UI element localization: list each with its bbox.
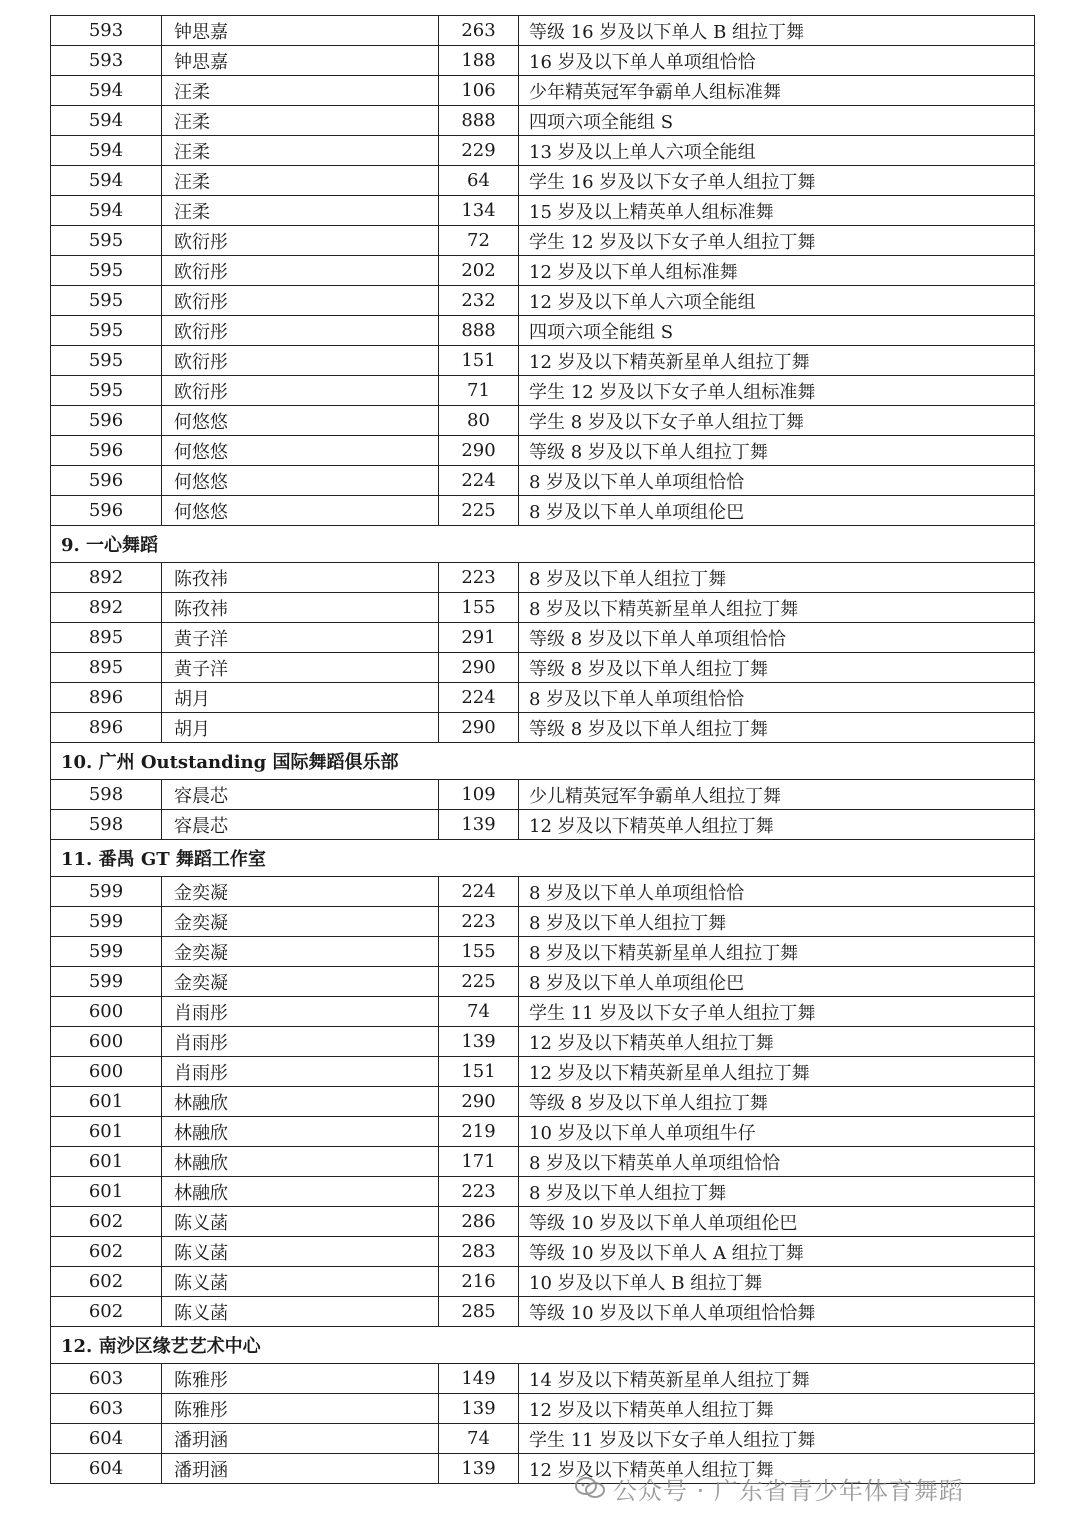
athlete-name: 钟思嘉 bbox=[162, 16, 439, 46]
event-code: 224 bbox=[439, 877, 519, 907]
athlete-name: 欧衍彤 bbox=[162, 286, 439, 316]
event-code: 72 bbox=[439, 226, 519, 256]
event-name: 四项六项全能组 S bbox=[519, 316, 1035, 346]
table-row bbox=[51, 937, 1035, 967]
event-name: 8 岁及以下单人组拉丁舞 bbox=[519, 1177, 1035, 1207]
table-row bbox=[51, 16, 1035, 46]
athlete-name: 容晨芯 bbox=[162, 780, 439, 810]
event-code: 224 bbox=[439, 466, 519, 496]
table-row bbox=[51, 436, 1035, 466]
event-name: 8 岁及以下单人组拉丁舞 bbox=[519, 907, 1035, 937]
event-code: 219 bbox=[439, 1117, 519, 1147]
athlete-name: 汪柔 bbox=[162, 166, 439, 196]
athlete-number: 603 bbox=[51, 1394, 162, 1424]
event-name: 8 岁及以下单人单项组伦巴 bbox=[519, 496, 1035, 526]
athlete-name: 何悠悠 bbox=[162, 466, 439, 496]
athlete-number: 600 bbox=[51, 1027, 162, 1057]
athlete-name: 金奕凝 bbox=[162, 877, 439, 907]
table-row bbox=[51, 226, 1035, 256]
athlete-number: 599 bbox=[51, 877, 162, 907]
athlete-number: 594 bbox=[51, 196, 162, 226]
event-name: 12 岁及以下精英单人组拉丁舞 bbox=[519, 1454, 1035, 1484]
table-row bbox=[51, 623, 1035, 653]
event-code: 151 bbox=[439, 346, 519, 376]
athlete-name: 黄子洋 bbox=[162, 653, 439, 683]
event-code: 106 bbox=[439, 76, 519, 106]
athlete-number: 601 bbox=[51, 1087, 162, 1117]
table-row bbox=[51, 1237, 1035, 1267]
event-code: 223 bbox=[439, 1177, 519, 1207]
event-code: 291 bbox=[439, 623, 519, 653]
event-code: 290 bbox=[439, 653, 519, 683]
event-code: 229 bbox=[439, 136, 519, 166]
athlete-name: 陈雅彤 bbox=[162, 1364, 439, 1394]
event-name: 12 岁及以下精英单人组拉丁舞 bbox=[519, 1394, 1035, 1424]
section-header bbox=[51, 1327, 1035, 1364]
event-code: 109 bbox=[439, 780, 519, 810]
event-name: 学生 12 岁及以下女子单人组拉丁舞 bbox=[519, 226, 1035, 256]
event-name: 等级 10 岁及以下单人 A 组拉丁舞 bbox=[519, 1237, 1035, 1267]
athlete-number: 598 bbox=[51, 810, 162, 840]
event-code: 149 bbox=[439, 1364, 519, 1394]
athlete-name: 黄子洋 bbox=[162, 623, 439, 653]
table-row bbox=[51, 1267, 1035, 1297]
table-row bbox=[51, 406, 1035, 436]
event-code: 283 bbox=[439, 1237, 519, 1267]
athlete-number: 596 bbox=[51, 406, 162, 436]
athlete-name: 何悠悠 bbox=[162, 496, 439, 526]
table-row bbox=[51, 106, 1035, 136]
section-header bbox=[51, 743, 1035, 780]
athlete-name: 汪柔 bbox=[162, 136, 439, 166]
event-name: 等级 10 岁及以下单人单项组伦巴 bbox=[519, 1207, 1035, 1237]
event-code: 74 bbox=[439, 1424, 519, 1454]
athlete-number: 604 bbox=[51, 1454, 162, 1484]
registration-table bbox=[50, 15, 1035, 1484]
event-code: 286 bbox=[439, 1207, 519, 1237]
table-row bbox=[51, 683, 1035, 713]
table-row bbox=[51, 256, 1035, 286]
event-code: 888 bbox=[439, 106, 519, 136]
event-name: 等级 8 岁及以下单人组拉丁舞 bbox=[519, 436, 1035, 466]
event-name: 学生 16 岁及以下女子单人组拉丁舞 bbox=[519, 166, 1035, 196]
event-name: 学生 12 岁及以下女子单人组标准舞 bbox=[519, 376, 1035, 406]
athlete-number: 600 bbox=[51, 1057, 162, 1087]
athlete-name: 陈义菡 bbox=[162, 1237, 439, 1267]
athlete-name: 陈孜祎 bbox=[162, 593, 439, 623]
section-title: 10. 广州 Outstanding 国际舞蹈俱乐部 bbox=[51, 743, 1035, 780]
event-name: 15 岁及以上精英单人组标准舞 bbox=[519, 196, 1035, 226]
table-row bbox=[51, 496, 1035, 526]
athlete-name: 肖雨彤 bbox=[162, 1027, 439, 1057]
athlete-name: 肖雨彤 bbox=[162, 997, 439, 1027]
table-row bbox=[51, 563, 1035, 593]
event-name: 13 岁及以上单人六项全能组 bbox=[519, 136, 1035, 166]
table-row bbox=[51, 1364, 1035, 1394]
athlete-name: 陈义菡 bbox=[162, 1207, 439, 1237]
athlete-number: 602 bbox=[51, 1297, 162, 1327]
athlete-name: 潘玥涵 bbox=[162, 1424, 439, 1454]
event-code: 290 bbox=[439, 713, 519, 743]
table-row bbox=[51, 136, 1035, 166]
athlete-number: 598 bbox=[51, 780, 162, 810]
event-name: 8 岁及以下单人单项组恰恰 bbox=[519, 683, 1035, 713]
athlete-number: 596 bbox=[51, 466, 162, 496]
event-name: 8 岁及以下精英新星单人组拉丁舞 bbox=[519, 593, 1035, 623]
event-name: 等级 8 岁及以下单人组拉丁舞 bbox=[519, 653, 1035, 683]
table-row bbox=[51, 907, 1035, 937]
athlete-number: 600 bbox=[51, 997, 162, 1027]
table-row bbox=[51, 1177, 1035, 1207]
athlete-name: 肖雨彤 bbox=[162, 1057, 439, 1087]
athlete-name: 潘玥涵 bbox=[162, 1454, 439, 1484]
table-row bbox=[51, 1297, 1035, 1327]
section-header bbox=[51, 840, 1035, 877]
event-name: 8 岁及以下单人单项组恰恰 bbox=[519, 877, 1035, 907]
table-row bbox=[51, 1207, 1035, 1237]
event-name: 四项六项全能组 S bbox=[519, 106, 1035, 136]
athlete-number: 595 bbox=[51, 376, 162, 406]
athlete-number: 594 bbox=[51, 166, 162, 196]
event-code: 285 bbox=[439, 1297, 519, 1327]
event-name: 8 岁及以下精英新星单人组拉丁舞 bbox=[519, 937, 1035, 967]
athlete-number: 596 bbox=[51, 436, 162, 466]
event-code: 888 bbox=[439, 316, 519, 346]
athlete-number: 599 bbox=[51, 967, 162, 997]
athlete-name: 陈义菡 bbox=[162, 1267, 439, 1297]
event-name: 8 岁及以下精英单人单项组恰恰 bbox=[519, 1147, 1035, 1177]
table-row bbox=[51, 713, 1035, 743]
table-row bbox=[51, 810, 1035, 840]
table-row bbox=[51, 1087, 1035, 1117]
athlete-number: 594 bbox=[51, 76, 162, 106]
event-code: 139 bbox=[439, 1454, 519, 1484]
athlete-name: 钟思嘉 bbox=[162, 46, 439, 76]
table-row bbox=[51, 967, 1035, 997]
event-code: 232 bbox=[439, 286, 519, 316]
event-code: 139 bbox=[439, 1027, 519, 1057]
event-name: 10 岁及以下单人单项组牛仔 bbox=[519, 1117, 1035, 1147]
athlete-name: 林融欣 bbox=[162, 1147, 439, 1177]
table-row bbox=[51, 166, 1035, 196]
athlete-number: 601 bbox=[51, 1117, 162, 1147]
athlete-name: 林融欣 bbox=[162, 1117, 439, 1147]
event-name: 少儿精英冠军争霸单人组拉丁舞 bbox=[519, 780, 1035, 810]
event-code: 290 bbox=[439, 1087, 519, 1117]
athlete-name: 金奕凝 bbox=[162, 937, 439, 967]
section-title: 12. 南沙区缘艺艺术中心 bbox=[51, 1327, 1035, 1364]
table-row bbox=[51, 1117, 1035, 1147]
event-code: 134 bbox=[439, 196, 519, 226]
event-code: 225 bbox=[439, 967, 519, 997]
event-code: 155 bbox=[439, 593, 519, 623]
event-code: 225 bbox=[439, 496, 519, 526]
athlete-name: 何悠悠 bbox=[162, 406, 439, 436]
event-code: 139 bbox=[439, 1394, 519, 1424]
athlete-number: 594 bbox=[51, 136, 162, 166]
table-row bbox=[51, 1454, 1035, 1484]
event-name: 12 岁及以下精英新星单人组拉丁舞 bbox=[519, 1057, 1035, 1087]
table-row bbox=[51, 46, 1035, 76]
table-row bbox=[51, 376, 1035, 406]
event-code: 202 bbox=[439, 256, 519, 286]
event-code: 74 bbox=[439, 997, 519, 1027]
athlete-number: 595 bbox=[51, 256, 162, 286]
athlete-name: 汪柔 bbox=[162, 76, 439, 106]
table-row bbox=[51, 1424, 1035, 1454]
table-row bbox=[51, 466, 1035, 496]
event-code: 139 bbox=[439, 810, 519, 840]
table-row bbox=[51, 653, 1035, 683]
athlete-number: 595 bbox=[51, 316, 162, 346]
athlete-number: 895 bbox=[51, 653, 162, 683]
event-name: 等级 8 岁及以下单人单项组恰恰 bbox=[519, 623, 1035, 653]
athlete-name: 陈雅彤 bbox=[162, 1394, 439, 1424]
event-name: 8 岁及以下单人单项组恰恰 bbox=[519, 466, 1035, 496]
table-row bbox=[51, 1057, 1035, 1087]
table-row bbox=[51, 286, 1035, 316]
athlete-name: 林融欣 bbox=[162, 1177, 439, 1207]
section-header bbox=[51, 526, 1035, 563]
athlete-number: 599 bbox=[51, 937, 162, 967]
event-code: 171 bbox=[439, 1147, 519, 1177]
athlete-name: 欧衍彤 bbox=[162, 226, 439, 256]
athlete-number: 895 bbox=[51, 623, 162, 653]
event-name: 等级 8 岁及以下单人组拉丁舞 bbox=[519, 1087, 1035, 1117]
watermark-text: 公众号 · 广东省青少年体育舞蹈 bbox=[613, 1476, 964, 1505]
athlete-number: 599 bbox=[51, 907, 162, 937]
event-name: 学生 8 岁及以下女子单人组拉丁舞 bbox=[519, 406, 1035, 436]
athlete-name: 林融欣 bbox=[162, 1087, 439, 1117]
athlete-number: 602 bbox=[51, 1267, 162, 1297]
athlete-number: 595 bbox=[51, 226, 162, 256]
event-code: 155 bbox=[439, 937, 519, 967]
athlete-name: 金奕凝 bbox=[162, 907, 439, 937]
event-name: 12 岁及以下精英单人组拉丁舞 bbox=[519, 810, 1035, 840]
table-row bbox=[51, 877, 1035, 907]
athlete-number: 601 bbox=[51, 1147, 162, 1177]
event-code: 64 bbox=[439, 166, 519, 196]
athlete-number: 594 bbox=[51, 106, 162, 136]
athlete-name: 欧衍彤 bbox=[162, 376, 439, 406]
event-name: 12 岁及以下单人组标准舞 bbox=[519, 256, 1035, 286]
athlete-name: 何悠悠 bbox=[162, 436, 439, 466]
event-name: 少年精英冠军争霸单人组标准舞 bbox=[519, 76, 1035, 106]
event-name: 学生 11 岁及以下女子单人组拉丁舞 bbox=[519, 1424, 1035, 1454]
event-code: 263 bbox=[439, 16, 519, 46]
table-row bbox=[51, 593, 1035, 623]
event-code: 223 bbox=[439, 563, 519, 593]
event-code: 216 bbox=[439, 1267, 519, 1297]
athlete-number: 892 bbox=[51, 563, 162, 593]
athlete-name: 陈孜祎 bbox=[162, 563, 439, 593]
athlete-name: 欧衍彤 bbox=[162, 256, 439, 286]
event-name: 等级 8 岁及以下单人组拉丁舞 bbox=[519, 713, 1035, 743]
table-row bbox=[51, 346, 1035, 376]
athlete-number: 601 bbox=[51, 1177, 162, 1207]
athlete-number: 593 bbox=[51, 46, 162, 76]
athlete-number: 595 bbox=[51, 286, 162, 316]
table-row bbox=[51, 316, 1035, 346]
event-name: 10 岁及以下单人 B 组拉丁舞 bbox=[519, 1267, 1035, 1297]
athlete-number: 595 bbox=[51, 346, 162, 376]
event-code: 71 bbox=[439, 376, 519, 406]
event-name: 12 岁及以下精英单人组拉丁舞 bbox=[519, 1027, 1035, 1057]
athlete-number: 602 bbox=[51, 1237, 162, 1267]
table-row bbox=[51, 196, 1035, 226]
athlete-number: 596 bbox=[51, 496, 162, 526]
athlete-name: 陈义菡 bbox=[162, 1297, 439, 1327]
athlete-number: 593 bbox=[51, 16, 162, 46]
event-name: 8 岁及以下单人单项组伦巴 bbox=[519, 967, 1035, 997]
athlete-name: 欧衍彤 bbox=[162, 346, 439, 376]
table-row bbox=[51, 997, 1035, 1027]
table-row bbox=[51, 76, 1035, 106]
event-code: 188 bbox=[439, 46, 519, 76]
event-code: 151 bbox=[439, 1057, 519, 1087]
document-page bbox=[50, 15, 1034, 1484]
event-name: 等级 10 岁及以下单人单项组恰恰舞 bbox=[519, 1297, 1035, 1327]
athlete-name: 胡月 bbox=[162, 683, 439, 713]
event-name: 8 岁及以下单人组拉丁舞 bbox=[519, 563, 1035, 593]
athlete-number: 896 bbox=[51, 713, 162, 743]
athlete-name: 欧衍彤 bbox=[162, 316, 439, 346]
event-code: 290 bbox=[439, 436, 519, 466]
event-name: 14 岁及以下精英新星单人组拉丁舞 bbox=[519, 1364, 1035, 1394]
section-title: 9. 一心舞蹈 bbox=[51, 526, 1035, 563]
athlete-number: 896 bbox=[51, 683, 162, 713]
event-code: 80 bbox=[439, 406, 519, 436]
section-title: 11. 番禺 GT 舞蹈工作室 bbox=[51, 840, 1035, 877]
athlete-number: 603 bbox=[51, 1364, 162, 1394]
event-code: 224 bbox=[439, 683, 519, 713]
event-name: 12 岁及以下单人六项全能组 bbox=[519, 286, 1035, 316]
event-name: 16 岁及以下单人单项组恰恰 bbox=[519, 46, 1035, 76]
table-row bbox=[51, 1027, 1035, 1057]
table-row bbox=[51, 1394, 1035, 1424]
athlete-name: 金奕凝 bbox=[162, 967, 439, 997]
event-code: 223 bbox=[439, 907, 519, 937]
athlete-number: 892 bbox=[51, 593, 162, 623]
athlete-name: 胡月 bbox=[162, 713, 439, 743]
athlete-name: 容晨芯 bbox=[162, 810, 439, 840]
table-body bbox=[51, 16, 1035, 1484]
athlete-number: 604 bbox=[51, 1424, 162, 1454]
table-row bbox=[51, 780, 1035, 810]
event-name: 12 岁及以下精英新星单人组拉丁舞 bbox=[519, 346, 1035, 376]
athlete-name: 汪柔 bbox=[162, 106, 439, 136]
event-name: 等级 16 岁及以下单人 B 组拉丁舞 bbox=[519, 16, 1035, 46]
table-row bbox=[51, 1147, 1035, 1177]
athlete-number: 602 bbox=[51, 1207, 162, 1237]
event-name: 学生 11 岁及以下女子单人组拉丁舞 bbox=[519, 997, 1035, 1027]
athlete-name: 汪柔 bbox=[162, 196, 439, 226]
